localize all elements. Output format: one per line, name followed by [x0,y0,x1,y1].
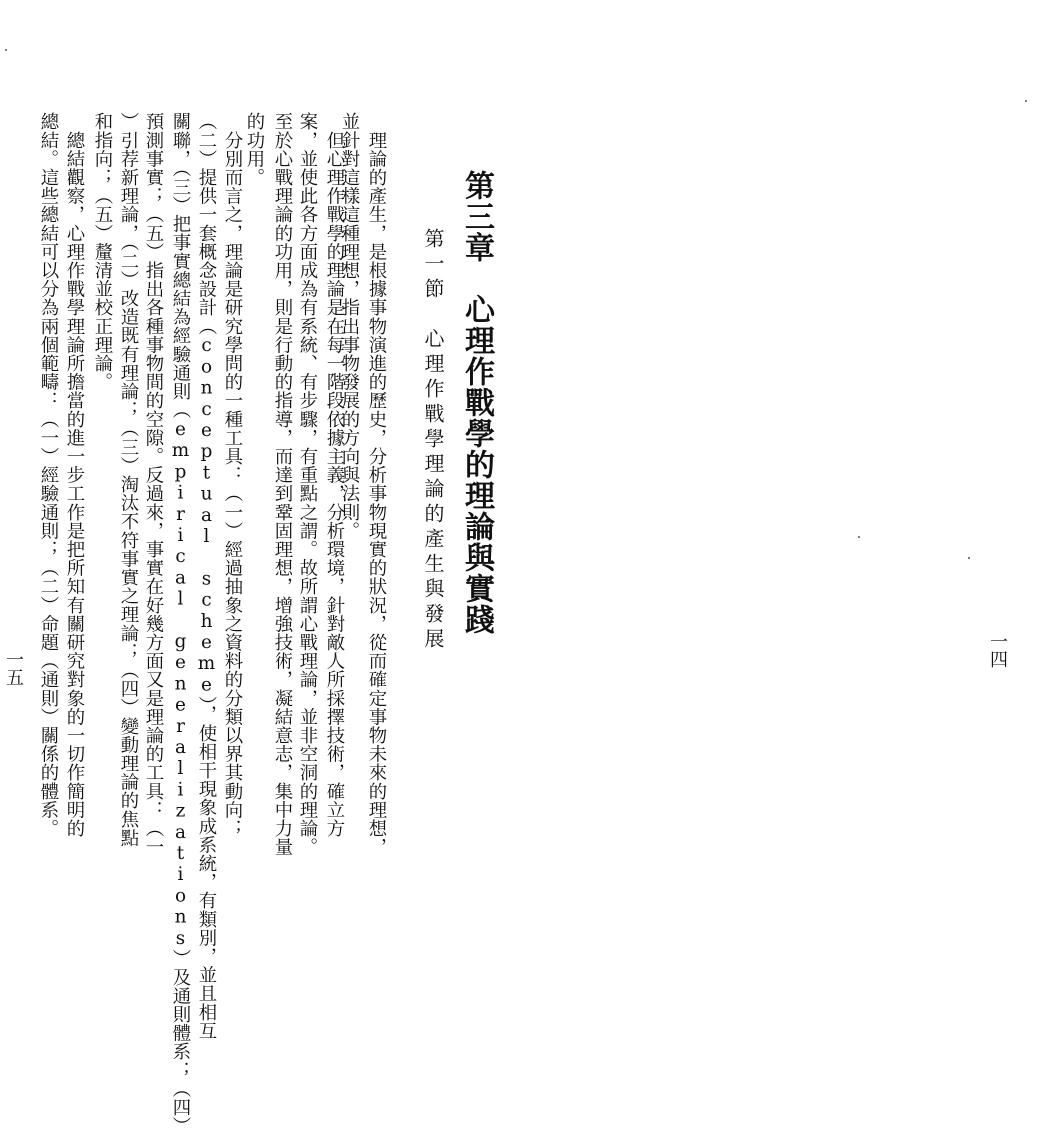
body-line: 總結。這些總結可以分為兩個範疇：（一）經驗通則；（二）命題（通則）關係的體系。 [38,112,59,838]
page-number-left: 一五 [3,650,24,686]
body-line: 和指向；（五）釐清並校正理論。 [92,112,113,391]
section-title: 第一節 心理作戰學理論的產生與發展 [421,228,445,653]
body-line: 關聯，（三）把事實總結為經驗通則（empirical generalizations）及通則體系；（四） [170,112,191,1135]
body-line: 至於心戰理論的功用，則是行動的指導，而達到鞏固理想，增強技術，凝結意志，集中力量 [272,112,293,856]
page-number-right: 一四 [987,632,1008,668]
body-line: 分別而言之，理論是研究學問的一種工具：（一）經過抽象之資料的分類以界其動向； [222,112,243,838]
body-line: 的功用。 [244,112,265,187]
body-line: 但心理作戰學的理論是在每一階段依據主義，分析環境，針對敵人所採擇技術，確立方 [324,112,345,838]
body-line: 預測事實；（五）指出各種事物間的空隙。反過來，事實在好幾方面又是理論的工具：（一 [143,112,164,856]
body-line: 總結觀察，心理作戰學理論所擔當的進一步工作是把所知有關研究對象的一切作簡明的 [64,112,85,838]
body-line: 理論的產生，是根據事物演進的歷史，分析事物現實的狀況，從而確定事物未來的理想， [366,112,387,856]
body-line: ）引荐新理論，（二）改造既有理論；（三）淘汰不符事實之理論；（四）變動理論的焦點 [118,112,139,847]
body-line: （二）提供一套概念設計（conceptual scheme），使相干現象成系統，有類別，並且相互 [196,112,217,1040]
body-line: 並針對這樣這種理想，指出事物發展的方向與法則。 [339,112,360,540]
scan-speck [968,557,970,559]
chapter-title: 第三章 心理作戰學的理論與實踐 [459,170,494,635]
scan-speck [858,536,860,538]
body-line: 案，並使此各方面成為有系統、有步驟，有重點之謂。故所謂心戰理論，並非空洞的理論。 [297,112,318,856]
scan-speck [1025,100,1027,102]
scan-speck [5,49,7,51]
